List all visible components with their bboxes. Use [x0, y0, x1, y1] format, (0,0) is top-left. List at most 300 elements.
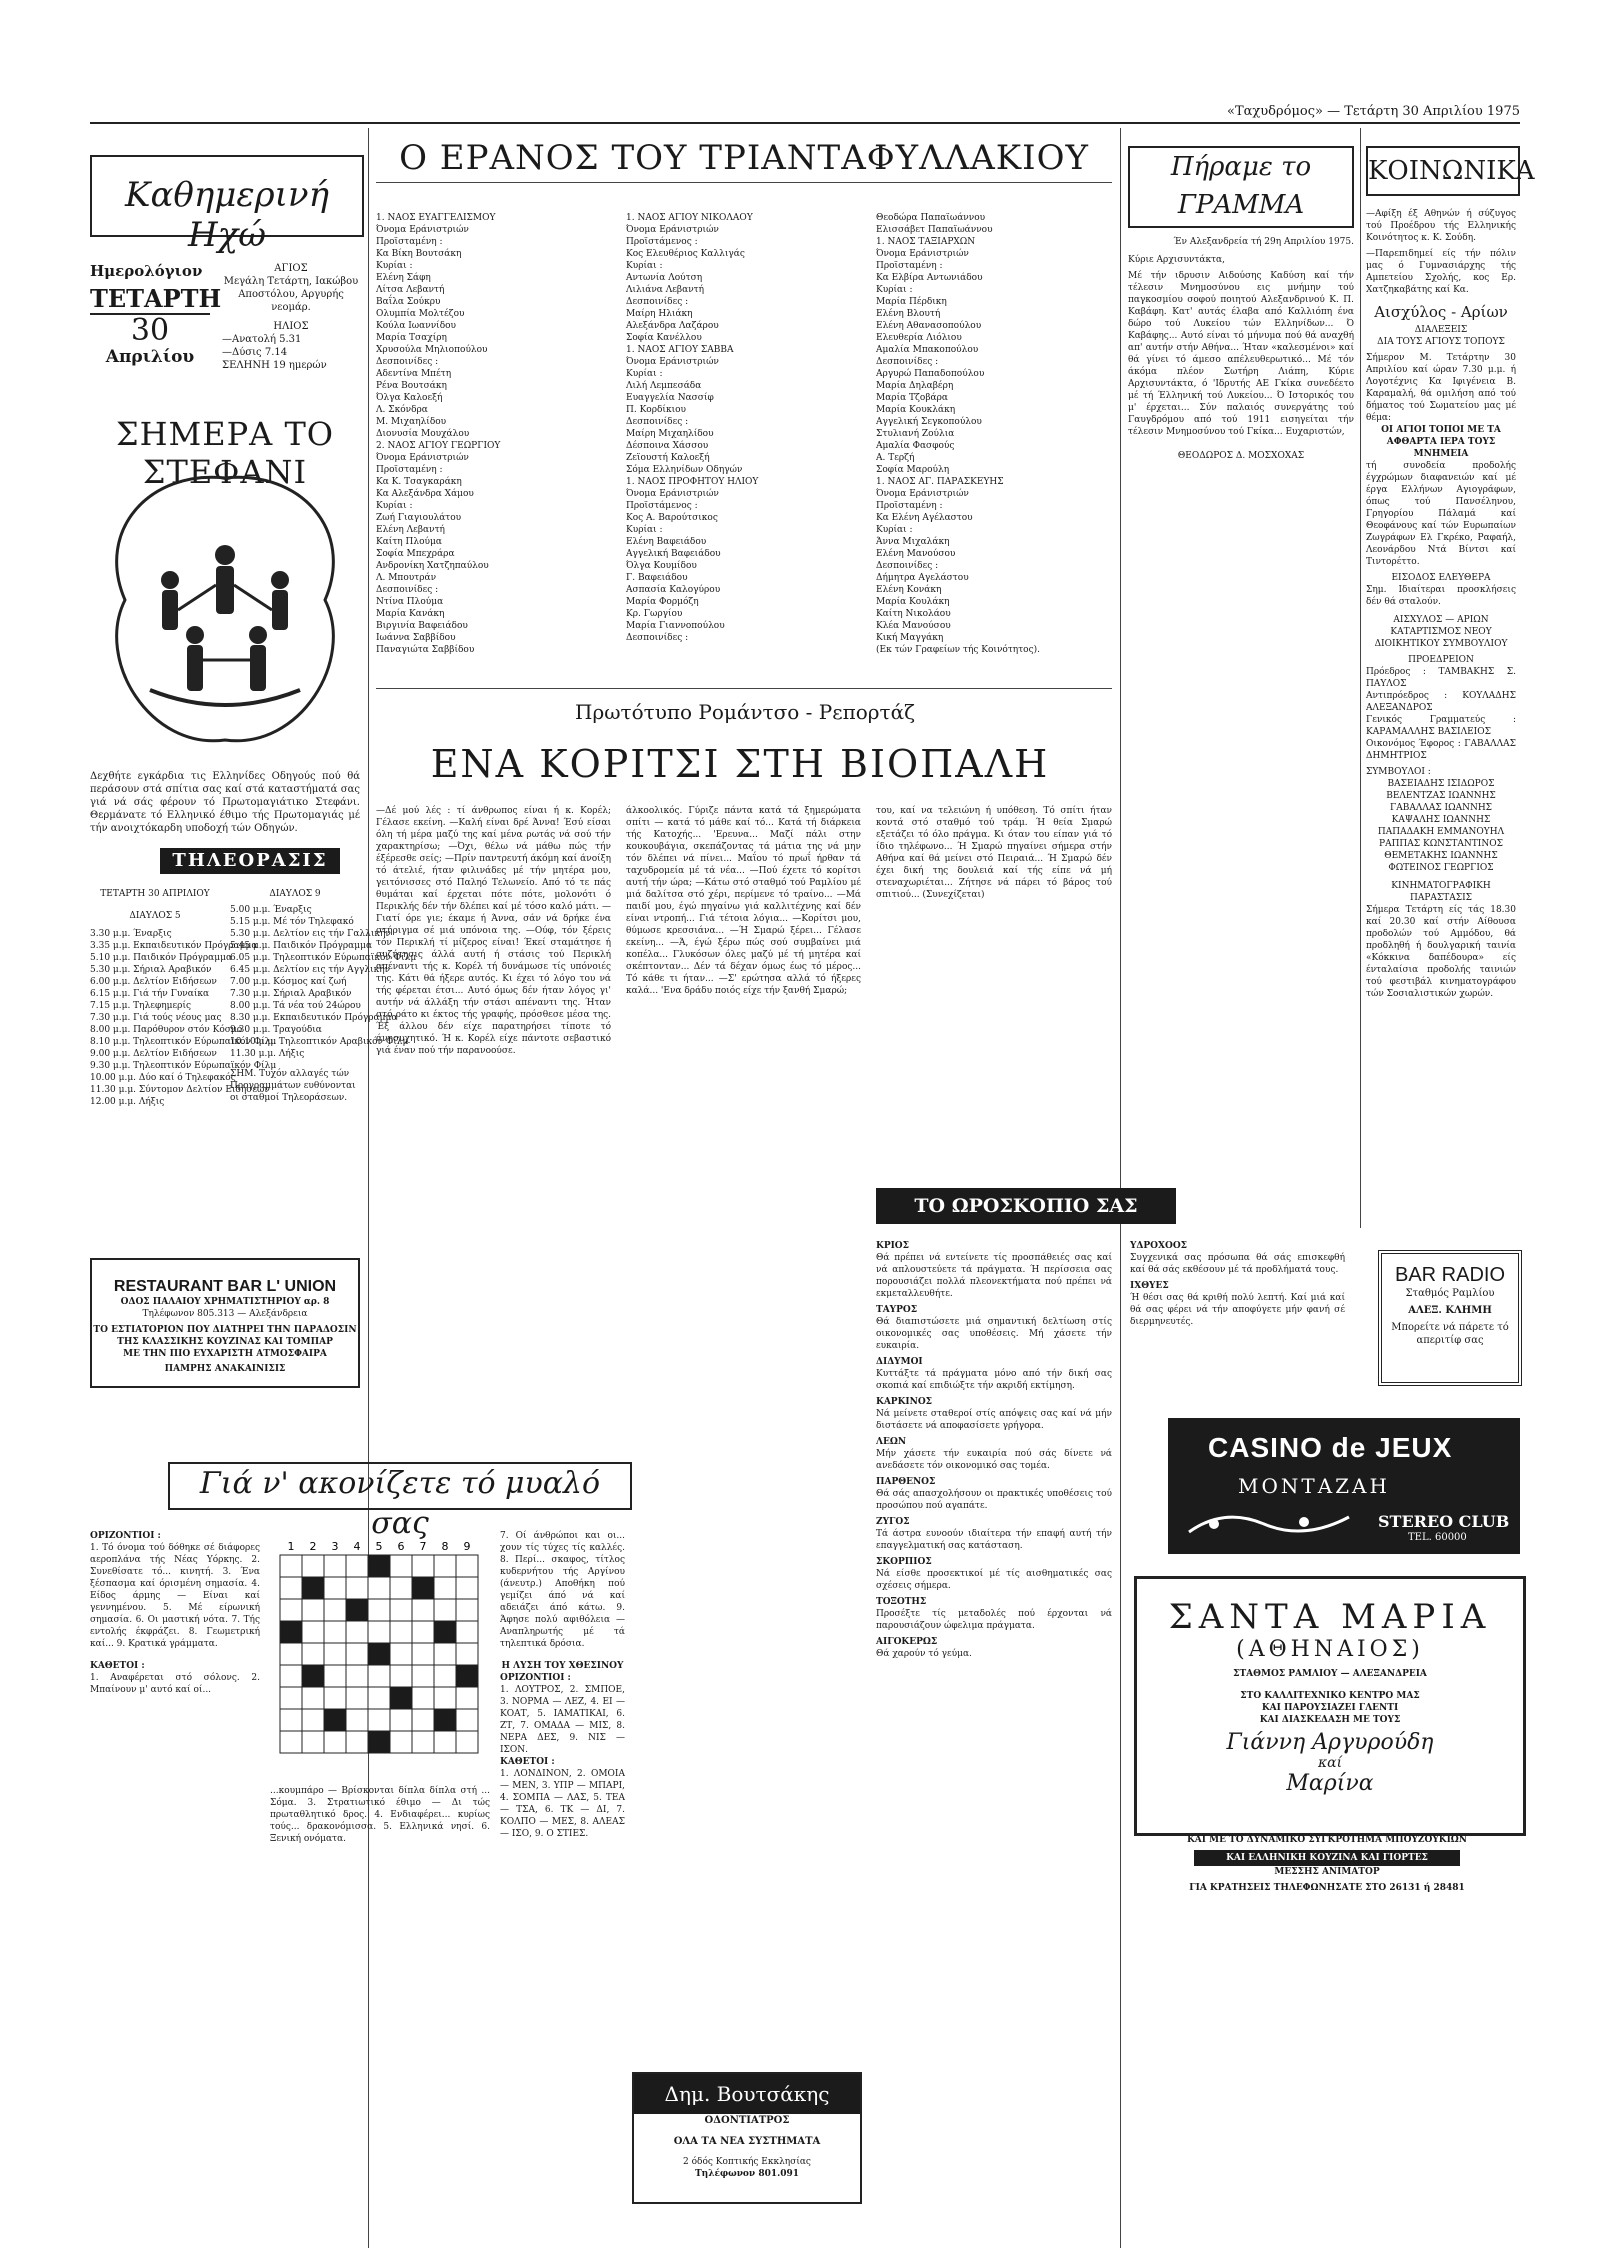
zodiac-text: Θά διαπιστώσετε μιά σημαντική δελτίωση στίς οικονομικές σας υποθέσεις. Μή χάσετε τήν ευκαιρία.: [876, 1317, 1112, 1351]
zodiac-text: Θά σάς απασχολήσουν οι πρακτικές υποθέσεις τού προσώπου πού αγαπάτε.: [876, 1489, 1112, 1511]
bar-radio-name: BAR RADIO: [1394, 1264, 1506, 1286]
eranos-entry: Δεσποινίδες :: [626, 297, 689, 307]
eranos-entry: Όνομα Εράνιστριών: [376, 225, 469, 235]
santa-maria-address: ΣΤΑΘΜΟΣ ΡΑΜΛΙΟΥ — ΑΛΕΞΑΝΔΡΕΙΑ: [1233, 1669, 1427, 1679]
month: Απριλίου: [105, 347, 195, 367]
tv-program-item: 7.30 μ.μ. Σήριαλ Αραβικόν: [230, 989, 352, 999]
eranos-entry: Αργυρώ Παπαδοπούλου: [876, 369, 985, 379]
crossword-cell: [390, 1687, 412, 1709]
eranos-entry: Θεοδώρα Παπαϊωάννου: [876, 213, 986, 223]
restaurant-line3: ΜΕ ΤΗΝ ΠΙΟ ΕΥΧΑΡΙΣΤΗ ΑΤΜΟΣΦΑΙΡΑ: [123, 1349, 327, 1359]
crossword-cell: [346, 1665, 368, 1687]
eranos-entry: Κα Βίκη Βουτσάκη: [376, 249, 462, 259]
crossword-cell: [412, 1577, 434, 1599]
eranos-entry: Μαρία Κουκλάκη: [876, 405, 956, 415]
eranos-entry: Λιλή Λεμπεσάδα: [626, 381, 702, 391]
eranos-entry: Σοφία Μαρούλη: [876, 465, 950, 475]
eranos-entry: Μαρία Πέρδικη: [876, 297, 947, 307]
zodiac-sign: ΣΚΟΡΠΙΟΣ: [876, 1557, 932, 1567]
eranos-entry: Προϊστάμενος :: [626, 237, 698, 247]
tv-program-item: 8.00 μ.μ. Τά νέα τού 24ώρου: [230, 1001, 361, 1011]
santa-maria-name: ΣΑΝΤΑ ΜΑΡΙΑ: [1168, 1597, 1492, 1637]
zodiac-sign: ΚΡΙΟΣ: [876, 1241, 910, 1251]
eranos-entry: Άννα Μιχαλάκη: [876, 537, 950, 547]
crossword-right: [500, 1530, 625, 2250]
solution-across-label: ΟΡΙΖΟΝΤΙΟΙ :: [500, 1673, 571, 1683]
masthead: [90, 104, 1520, 124]
eranos-entry: Κυρίαι :: [626, 525, 663, 535]
katartismos: ΚΑΤΑΡΤΙΣΜΟΣ ΝΕΟΥ ΔΙΟΙΚΗΤΙΚΟΥ ΣΥΜΒΟΥΛΙΟΥ: [1374, 627, 1508, 649]
horoscope-left: [876, 1236, 1112, 2246]
proedreion: ΠΡΟΕΔΡΕΙΟΝ: [1408, 655, 1474, 665]
romantso-column-3: του, καί να τελειώνη ή υπόθεση. Τό σπίτι ήταν κοντά στό σταθμό τού τράμ. Ή θεία Σμαρώ εξετάζει τό όλο πράγμα. Κι όταν του είπαν γιά τό ίδιο τηλέφωνο... Ή Σμαρώ πηγαίνει σήμερα στήν Αθήνα καί θά μείνει στό Πειραιά... Ή Σμαρώ δέν έχει δική της δουλειά καί τής είπε νά μή στεναχωριέται... Ζήτησε νά πάρει τό βάρος τού σπιτιού... (Συνεχίζεται): [876, 806, 1112, 900]
eranos-entry: Σοφία Κανέλλου: [626, 333, 702, 343]
symvouloi-label: ΣΥΜΒΟΥΛΟΙ :: [1366, 767, 1431, 777]
eranos-entry: (Εκ τών Γραφείων τής Κοινότητος).: [876, 645, 1041, 655]
board-officer: Γενικός Γραμματεύς : ΚΑΡΑΜΑΛΛΗΣ ΒΑΣΙΛΕΙΟΣ: [1366, 715, 1516, 737]
crossword-cell: [346, 1621, 368, 1643]
crossword-cell: [434, 1599, 456, 1621]
zodiac-sign: ΖΥΓΟΣ: [876, 1517, 910, 1527]
tv-heading: ΤΗΛΕΟΡΑΣΙΣ: [160, 848, 340, 874]
eranos-entry: Καίτη Νικολάου: [876, 609, 951, 619]
koinonika-p1: —Αφίξη έξ Αθηνών ή σύζυγος τού Προέδρου τής Ελληνικής Κοινότητος κ. Κ. Σούδη.: [1366, 209, 1516, 243]
sunrise: —Ανατολή 5.31: [222, 334, 302, 345]
horoscope-right: [1130, 1236, 1345, 1411]
sunset: —Δύσις 7.14: [222, 347, 288, 358]
dentist-phone: Τηλέφωνον 801.091: [694, 2169, 800, 2179]
zodiac-sign: ΛΕΩΝ: [876, 1437, 907, 1447]
eranos-entry: Π. Κορδίκιου: [626, 405, 686, 415]
eranos-entry: Μ. Μιχαηλίδου: [376, 417, 447, 427]
crossword-cell: [368, 1643, 390, 1665]
restaurant-line1: ΤΟ ΕΣΤΙΑΤΟΡΙΟΝ ΠΟΥ ΔΙΑΤΗΡΕΙ ΤΗΝ ΠΑΡΑΔΟΣΙΝ: [93, 1325, 357, 1335]
eranos-entry: Προϊσταμένη :: [376, 237, 443, 247]
grid-column-number: 1: [287, 1540, 295, 1553]
santa-maria-ad: [1134, 1576, 1526, 1836]
eranos-entry: Ολυμπία Μολτέζου: [376, 309, 465, 319]
crossword-cell: [368, 1555, 390, 1577]
casino-tel: TEL. 60000: [1408, 1532, 1467, 1543]
tv-channel5-label: ΔΙΑΥΛΟΣ 5: [129, 911, 181, 921]
zodiac-sign: ΙΧΘΥΕΣ: [1130, 1281, 1169, 1291]
eranos-entry: 1. ΝΑΟΣ ΠΡΟΦΗΤΟΥ ΗΛΙΟΥ: [626, 477, 759, 487]
eranos-entry: Ζεϊουστή Καλοεξή: [626, 453, 710, 463]
crossword-cell: [280, 1709, 302, 1731]
crossword-cell: [346, 1643, 368, 1665]
casino-place: ΜΟΝΤΑΖΑΗ: [1238, 1474, 1390, 1498]
crossword-cell: [456, 1731, 478, 1753]
eranos-entry: Μαρία Τζοβάρα: [876, 393, 948, 403]
zodiac-text: Θά πρέπει νά εντείνετε τίς προσπάθειές σας καί νά απλουστεύετε τά πράγματα. Ή περίσσεια σας πορουσιάζει πολλά πλεονεκτήματα πού πρέπει νά εκμεταλλευθήτε.: [876, 1253, 1112, 1299]
dentist-title: ΟΔΟΝΤΙΑΤΡΟΣ: [704, 2115, 790, 2126]
bar-radio-slogan: Μπορείτε νά πάρετε τό απεριτίφ σας: [1391, 1322, 1509, 1346]
zodiac-text: Προσέξτε τίς μεταδολές πού έρχονται νά παρουσιάζουν ώφελιμα πράγματα.: [876, 1609, 1112, 1631]
kathimerini-banner: [90, 155, 364, 255]
grid-column-number: 4: [353, 1540, 361, 1553]
calendar-block: [90, 262, 360, 372]
koinonika-p5: Σήμερα Τετάρτη είς τάς 18.30 καί 20.30 καί στήν Αίθουσα προδολών τού Αμμόδου, θά προδληθή ή δουλγαρική ταινία «Κόκκινα δαπέδουρα» είς ένταλαίσια προδολής ταινιών τού φεστιβάλ κινηματογράφου τών Σοσιαλιστικών χωρών.: [1366, 905, 1516, 999]
eranos-entry: Μαρία Τσαχίρη: [376, 333, 447, 343]
santa-maria-line3: ΚΑΙ ΔΙΑΣΚΕΔΑΣΗ ΜΕ ΤΟΥΣ: [1259, 1715, 1401, 1725]
kinimatografiki: ΚΙΝΗΜΑΤΟΓΡΑΦΙΚΗ ΠΑΡΑΣΤΑΣΙΣ: [1391, 881, 1491, 903]
eranos-entry: Όνομα Εράνιστριών: [876, 489, 969, 499]
eranos-entry: Κυρίαι :: [376, 501, 413, 511]
crossword-cell: [302, 1621, 324, 1643]
eranos-entry: Δεσποινίδες :: [626, 417, 689, 427]
restaurant-address: ΟΔΟΣ ΠΑΛΑΙΟΥ ΧΡΗΜΑΤΙΣΤΗΡΙΟΥ αρ. 8: [120, 1297, 330, 1307]
crossword-cell: [346, 1577, 368, 1599]
eranos-entry: Προϊσταμένη :: [876, 261, 943, 271]
day-number: 30: [130, 313, 170, 348]
eranos-entry: 1. ΝΑΟΣ ΑΓΙΟΥ ΝΙΚΟΛΑΟΥ: [626, 213, 753, 223]
grid-column-number: 3: [331, 1540, 339, 1553]
crossword-cell: [412, 1555, 434, 1577]
santa-maria-line4: ΚΑΙ ΜΕ ΤΟ ΔΥΝΑΜΙΚΟ ΣΥΓΚΡΟΤΗΜΑ ΜΠΟΥΖΟΥΚΙΩΝ: [1186, 1835, 1468, 1845]
crossword-cell: [412, 1687, 434, 1709]
moon: ΣΕΛΗΝΗ 19 ημερών: [222, 360, 327, 371]
crossword-cell: [324, 1555, 346, 1577]
crossword-cell: [434, 1555, 456, 1577]
zodiac-text: Τά άστρα ευνοούν ιδιαίτερα τήν επαφή αυτή τήν επαγγελματική σας κατάσταση.: [876, 1529, 1112, 1551]
board-member: ΒΑΣΕΙΑΔΗΣ ΙΣΙΔΩΡΟΣ: [1387, 779, 1495, 789]
romantso-column-1: —Δέ μού λές : τί άνθρωπος είναι ή κ. Κορέλ; Γέλασε εκείνη. —Καλή είναι δρέ Άννα! Έσύ είσαι όλη τή μέρα μαζύ της καί μένα ρωτάς νά σού τήν χαρακτηρίσω; —Όχι, θέλω νά μάθω πώς τήν έξέρεσθε σείς; —Πρίν παντρευτή άκόμη καί άνοίξη τό άτελιέ, ήταν φιλινάδες μέ τήν μητέρα μου, γειτόνισσες στό Παληό Τελωνείο. Από τό τε πάς θυμάται καί έρχεται πότε πότε, μολονότι ό Περικλής δέν τήν δλέπει καί μέ τόσο καλό μάτι. —Γιατί όρε γιε; έκαμε ή Άννα, σάν νά δρήκε ένα στήριγμα σέ μιά υπόνοια της. —Ούφ, τόν ξέρεις τόν Περικλή τί μίζερος είναι! Έκεί σταμάτησε ή συζήτησις άλλά αυτή ή στάσις τού Περικλή απέναντι τής κ. Κορέλ τή δυνάμωσε τίς υπόνοιές της. Κάτι θά ήξερε αυτός. Κι έχει τό λόγο του νά τής φέρεται έτσι... Αυτό όμως δέν ήταν λόγος γι' αυτήν νά άλλάξη τήν στάσι απέναντι της. Ήταν στό ράτο κι έκτος τής γραφής, πρόσθεσε μέσα της. Έξ άλλου δέν είχε παρατηρήσει τίποτε τό άνησυχητικό. Ή κ. Κορέλ είχε πάντοτε σεβαστικό γιά έναν πού τήν παρανοούσε.: [376, 806, 611, 1056]
board-member: ΦΩΤΕΙΝΟΣ ΓΕΩΡΓΙΟΣ: [1388, 863, 1494, 873]
crossword-cell: [456, 1621, 478, 1643]
programma-title: Πήραμε το ΓΡΑΜΜΑ: [1128, 146, 1354, 228]
crossword-mid-clues: ...κουμπάρο — Βρίσκονται δίπλα δίπλα στή ... Σόμα. 3. Στρατιωτικό έθιμο — Δι τώς πρωταθλητικό δρος. 4. Ενδιαφέρει... κυρίως τούς... δρακονόμισσα. 5. Ελληνικά νησί. 6. Ξενική ονόματα.: [270, 1786, 490, 1844]
eranos-entry: Ελένη Κονάκη: [876, 585, 942, 595]
santa-maria-line2: ΚΑΙ ΠΑΡΟΥΣΙΑΖΕΙ ΓΛΕΝΤΙ: [1261, 1703, 1399, 1713]
zodiac-text: Ή θέσι σας θά κριθή πολύ λεπτή. Καί μιά καί θά σας φέρει νά τήν αποφύγετε μήν φανή σέ διερμηνευτές.: [1130, 1293, 1345, 1327]
eranos-entry: Αγγελική Σεγκοπούλου: [876, 417, 982, 427]
bar-radio-ad: [1378, 1250, 1522, 1386]
crossword-cell: [302, 1731, 324, 1753]
tv-channel9-list: [230, 904, 417, 1060]
across-clues: 1. Τό όνομα τού δόθηκε σέ διάφορες αεροπλάνα τής Νέας Υόρκης. 2. Συνεθίσατε τό... κινητή. 3. Ένα ξέσπασμα καί όρισμένη σημασία. 4. Είδος άρμης — Είναι καί γεννημένου. 5. Μέ είρωνική σημασία. 6. Οι μαστική νότα. 7. Τής εντολής έκφράζει. 8. Γεωμετρική καί... 9. Κρατικά γράμματα.: [90, 1543, 260, 1649]
eranos-entry: Κυρίαι :: [376, 261, 413, 271]
tv-program-item: 5.10 μ.μ. Παιδικόν Πρόγραμμα: [90, 953, 233, 963]
sun-label: ΗΛΙΟΣ: [273, 321, 309, 332]
santa-maria-footer: [1134, 1834, 1520, 1904]
dentist-address: 2 όδός Κοπτικής Εκκλησίας: [683, 2157, 811, 2167]
eranos-entry: Ελευθερία Λιόλιου: [876, 333, 962, 343]
eranos-entry: Ελένη Μανούσου: [876, 549, 956, 559]
crossword-cell: [456, 1643, 478, 1665]
letter-greeting: Κύριε Αρχισυντάκτα,: [1128, 255, 1225, 265]
symvouloi-list: [1366, 778, 1516, 874]
crossword-cell: [390, 1731, 412, 1753]
eranos-list-3: [876, 212, 1112, 656]
eranos-entry: Ιωάννα Σαββίδου: [376, 633, 456, 643]
saints: Μεγάλη Τετάρτη, Ιακώβου Αποστόλου, Αργυρής νεομάρ.: [223, 276, 359, 313]
down-clues: 1. Αναφέρεται στό σόλονς. 2. Μπαίνουν μ' αυτό καί οί...: [90, 1673, 260, 1695]
crossword-cell: [434, 1709, 456, 1731]
masthead-text: «Ταχυδρόμος» — Τετάρτη 30 Απριλίου 1975: [1226, 104, 1520, 119]
dentist-name: Δημ. Βουτσάκης: [634, 2074, 860, 2114]
board-officer: Πρόεδρος : ΤΑΜΒΑΚΗΣ Σ. ΠΑΥΛΟΣ: [1366, 667, 1516, 689]
eranos-entry: Κυρίαι :: [876, 525, 913, 535]
santa-maria-line1: ΣΤΟ ΚΑΛΛΙΤΕΧΝΙΚΟ ΚΕΝΤΡΟ ΜΑΣ: [1240, 1691, 1420, 1701]
eranos-entry: Ανδρονίκη Χατζηπαύλου: [376, 561, 489, 571]
tv-program-item: 10.00 μ.μ. Δύο καί ό Τηλεφακός: [90, 1073, 236, 1083]
crossword-cell: [456, 1709, 478, 1731]
eranos-entry: Σοφία Μπεχράρα: [376, 549, 455, 559]
crossword-cell: [324, 1709, 346, 1731]
eranos-entry: 2. ΝΑΟΣ ΑΓΙΟΥ ΓΕΩΡΓΙΟΥ: [376, 441, 501, 451]
eranos-entry: Κος Α. Βαρούτσικος: [626, 513, 718, 523]
crossword-cell: [456, 1665, 478, 1687]
koinonika-title: ΚΟΙΝΩΝΙΚΑ: [1366, 146, 1520, 196]
tv-program-item: 11.30 μ.μ. Σύντομον Δελτίον Ειδήσεων: [90, 1085, 270, 1095]
eranos-entry: Κυρίαι :: [626, 369, 663, 379]
tv-program-item: 7.15 μ.μ. Τηλεφημερίς: [90, 1001, 192, 1011]
crossword-cell: [280, 1687, 302, 1709]
tv-program-item: 8.00 μ.μ. Παρόθυρον στόν Κόσμο: [90, 1025, 243, 1035]
solution-down-label: ΚΑΘΕΤΟΙ :: [500, 1757, 555, 1767]
eranos-entry: Λίτσα Λεβαντή: [376, 285, 445, 295]
zodiac-text: Κυττάξτε τά πράγματα μόνο από τήν δική σας σκοπιά καί επιδιώξτε τήν ακριδή εκτίμηση.: [876, 1369, 1112, 1391]
crossword-cell: [456, 1687, 478, 1709]
eranos-entry: Κρ. Γωργίου: [626, 609, 683, 619]
eranos-entry: Ελένη Λεβαντή: [376, 525, 445, 535]
eranos-entry: Ζωή Γιαγιουλάτου: [376, 513, 462, 523]
eranos-entry: Προϊσταμένη :: [376, 465, 443, 475]
crossword-cell: [456, 1599, 478, 1621]
tv-program-item: 3.35 μ.μ. Εκπαιδευτικόν Πρόγραμμα: [90, 941, 258, 951]
tv-program-item: 12.00 μ.μ. Λήξις: [90, 1097, 165, 1107]
kathimerini-title: Καθημερινή Ηχώ: [125, 175, 329, 255]
eranos-entry: 1. ΝΑΟΣ ΑΓΙΟΥ ΣΑΒΒΑ: [626, 345, 734, 355]
tv-date: ΤΕΤΑΡΤΗ 30 ΑΠΡΙΛΙΟΥ: [100, 889, 210, 899]
crossword-cell: [456, 1577, 478, 1599]
santa-maria-line7: ΓΙΑ ΚΡΑΤΗΣΕΙΣ ΤΗΛΕΦΩΝΗΣΑΤΕ ΣΤΟ 26131 ή 28481: [1189, 1883, 1465, 1893]
romantso-kicker: Πρωτότυπο Ρομάντσο - Ρεπορτάζ: [575, 700, 915, 724]
weekday: ΤΕΤΑΡΤΗ: [90, 284, 222, 313]
tv-program-item: 3.30 μ.μ. Έναρξις: [90, 929, 172, 939]
eranos-entry: Όνομα Εράνιστριών: [626, 357, 719, 367]
crossword-cell: [302, 1665, 324, 1687]
crossword-cell: [412, 1731, 434, 1753]
crossword-cell: [434, 1643, 456, 1665]
eranos-list-1: [376, 212, 616, 656]
crossword-cell: [280, 1643, 302, 1665]
crossword-cell: [302, 1643, 324, 1665]
santa-maria-artist2: Μαρίνα: [1286, 1771, 1374, 1796]
eranos-entry: Ελένη Βλουτή: [876, 309, 941, 319]
agioi-topoi: ΟΙ ΑΓΙΟΙ ΤΟΠΟΙ ΜΕ ΤΑ ΑΦΘΑΡΤΑ ΙΕΡΑ ΤΟΥΣ ΜΝΗΜΕΙΑ: [1381, 425, 1501, 459]
eranos-entry: Δεσποινίδες :: [876, 357, 939, 367]
calendar-label: Ημερολόγιον: [90, 262, 203, 280]
eranos-entry: Δεσποινίδες :: [626, 633, 689, 643]
restaurant-ad: [90, 1258, 360, 1388]
eranos-entry: Ευαγγελία Νασσίφ: [626, 393, 714, 403]
eranos-entry: Δήμητρα Αγελάστου: [876, 573, 969, 583]
grid-column-number: 6: [397, 1540, 405, 1553]
crossword-cell: [280, 1555, 302, 1577]
crossword-cell: [324, 1687, 346, 1709]
tv-program-item: 5.45 μ.μ. Παιδικόν Πρόγραμμα: [230, 941, 373, 951]
eranos-entry: Ελένη Σάφη: [376, 273, 431, 283]
stefani-caption: Δεχθήτε εγκάρδια τις Ελληνίδες Οδηγούς πού θά περάσουν στά σπίτια σας καί στά καταστήματά σας γιά νά σάς φέρουν τό Πρωτομαγιάτικο Στεφάνι. Θερμάνατε τό Ελληνικό έθιμο τής Πρωτομαγιάς μέ τήν ανοιχτόκαρδη υποδοχή τών Οδηγών.: [90, 771, 360, 834]
letter-dateline: Έν Αλεξανδρεία τή 29η Απριλίου 1975.: [1173, 237, 1354, 247]
eranos-entry: Ασπασία Καλογύρου: [626, 585, 721, 595]
crossword-cell: [346, 1687, 368, 1709]
down-label: ΚΑΘΕΤΟΙ :: [90, 1661, 145, 1671]
eranos-column-1: [376, 212, 616, 670]
tv-program-item: 5.15 μ.μ. Μέ τόν Τηλεφακό: [230, 917, 354, 927]
aisxylos-heading: Αισχύλος - Αρίων: [1374, 303, 1508, 321]
casino-name: CASINO de JEUX: [1208, 1432, 1453, 1463]
crossword-cell: [302, 1577, 324, 1599]
koinonika-p2: —Παρεπιδημεί είς τήν πόλιν μας ό Γυμνασιάρχης τής Αμπετείου Σχολής, κος Ερ. Χατζηκαβάτης καί Κα.: [1366, 249, 1516, 295]
crossword-cell: [390, 1709, 412, 1731]
crossword-cell: [302, 1599, 324, 1621]
eranos-entry: 1. ΝΑΟΣ ΕΥΑΓΓΕΛΙΣΜΟΥ: [376, 213, 496, 223]
stefani-headline: ΣΗΜΕΡΑ ΤΟ ΣΤΕΦΑΝΙ: [115, 415, 335, 491]
eranos-entry: Κα Ελένη Αγέλαστου: [876, 513, 973, 523]
eranos-column-2: [626, 212, 866, 670]
eranos-entry: Ελένη Αθανασοπούλου: [876, 321, 982, 331]
crossword-cell: [324, 1665, 346, 1687]
board-member: ΓΑΒΑΛΛΑΣ ΙΩΑΝΝΗΣ: [1389, 803, 1493, 813]
eranos-entry: Χρυσούλα Μηλιοπούλου: [376, 345, 488, 355]
crossword-cell: [280, 1621, 302, 1643]
crossword-cell: [412, 1665, 434, 1687]
crossword-cell: [434, 1577, 456, 1599]
tv-program-item: 5.30 μ.μ. Δελτίον εις τήν Γαλλικήν: [230, 929, 391, 939]
eranos-entry: Αλεξάνδρα Λαζάρου: [626, 321, 719, 331]
crossword-cell: [434, 1665, 456, 1687]
dialexeis: ΔΙΑΛΕΞΕΙΣ: [1414, 325, 1468, 335]
eranos-entry: Κα Ελβίρα Αντωνιάδου: [876, 273, 983, 283]
koinonika-p3: Σήμερον Μ. Τετάρτην 30 Απριλίου καί ώραν 7.30 μ.μ. ή Λογοτέχνις Κα Ιφιγένεια Β. Καραμαλή, θά ομιλήση από τού δήματος τού Σωματείου μας μέ θέμα:: [1366, 353, 1516, 423]
zodiac-text: Συγχενικά σας πρόσωπα θά σάς επισκεφθή καί θά σάς εκθέσουν μέ τά προδλήματά τους.: [1130, 1253, 1345, 1275]
eranos-entry: 1. ΝΑΟΣ ΤΑΞΙΑΡΧΩΝ: [876, 237, 976, 247]
eranos-entry: Βιργινία Βαφειάδου: [376, 621, 468, 631]
eranos-entry: Κα Αλεξάνδρα Χάμου: [376, 489, 474, 499]
saints-label: ΑΓΙΟΣ: [274, 263, 308, 274]
syllogos: ΑΙΣΧΥΛΟΣ — ΑΡΙΩΝ: [1393, 615, 1489, 625]
eranos-entry: Λιλιάνα Λεβαντή: [626, 285, 705, 295]
crossword-cell: [390, 1555, 412, 1577]
section-rule: [376, 688, 1112, 689]
eranos-entry: Αδεντίνα Μπέτη: [376, 369, 452, 379]
eranos-entry: Κλέα Μανούσου: [876, 621, 951, 631]
eranos-entry: Μαρία Κανάκη: [376, 609, 445, 619]
zodiac-sign: ΥΔΡΟΧΟΟΣ: [1130, 1241, 1188, 1251]
eranos-entry: Μαρία Γιαννοπούλου: [626, 621, 725, 631]
zodiac-text: Μήν χάσετε τήν ευκαιρία πού σάς δίνετε νά ανεδάσετε τόν οικονομικό σας τομέα.: [876, 1449, 1112, 1471]
crossword-cell: [324, 1621, 346, 1643]
tv-note: ΣΗΜ. Τυχόν αλλαγές τών Προγραμμάτων ευθύνονται οι σταθμοί Τηλεοράσεων.: [230, 1069, 356, 1103]
santa-maria-line6: ΜΕΣΣΗΣ ΑΝΙΜΑΤΟΡ: [1274, 1867, 1380, 1877]
zodiac-sign: ΤΟΞΟΤΗΣ: [876, 1597, 927, 1607]
crossword-cell: [346, 1709, 368, 1731]
crossword-cell: [324, 1731, 346, 1753]
eranos-entry: Ελένη Βαφειάδου: [626, 537, 707, 547]
crossword-cell: [302, 1555, 324, 1577]
santa-maria-sub: (ΑΘΗΝΑΙΟΣ): [1236, 1637, 1424, 1662]
bar-radio-owner: ΑΛΕΞ. ΚΛΗΜΗ: [1408, 1305, 1492, 1316]
crossword-cell: [390, 1577, 412, 1599]
horoscope-title: ΤΟ ΩΡΟΣΚΟΠΙΟ ΣΑΣ: [876, 1188, 1176, 1224]
eranos-entry: Όνομα Εράνιστριών: [376, 453, 469, 463]
casino-decoration: [1184, 1502, 1354, 1542]
zodiac-sign: ΚΑΡΚΙΝΟΣ: [876, 1397, 933, 1407]
eranos-column-3: [876, 212, 1112, 682]
zodiac-sign: ΔΙΔΥΜΟΙ: [876, 1357, 923, 1367]
crossword-cell: [456, 1555, 478, 1577]
casino-ad: [1168, 1418, 1520, 1554]
tv-program-item: 6.45 μ.μ. Δελτίον εις τήν Αγγλικήν: [230, 965, 391, 975]
letter-body: Μέ τήν ιδρυσιν Αιδούσης Καδύση καί τήν τέλεσιν Μνημοσύνου εις μνήμην τού παγκοσμίου σοφού ποιητού Αλεξανδρινού Κ. Π. Καβάφη. Κατ' αυτάς έλαβα από Καλλιόπη ένα δώρο τού Λυκείου τών Ελληνίδων... Ό Καβάφης... Αυτό είναι τό μήνυμα πού θά αναχθή απ' αυτήν στήν Αθήνα... Ήταν «καλεσμένοι» καί θά γίνει τό άμεσο απέλευθερωτικό... Μέ τόν άκόμα πλέον Σωτήρη Λιάπη, Κύριε Αρχισυντάκτα, ό 'Ιδρυτής ΑΕ Γκίκα συνεδέετο μέ τή Έλληνική τού Λυκείου... Ό Ιστορικός του μ' έρχεται... Σύν παλαιός συνεργάτης τού Γαυγδρόμου από τού 1911 εισηγείται τήν τέλεσιν Μνημοσύνου τού Γκίκα... Ευχαριστών,: [1128, 271, 1354, 437]
across-label: ΟΡΙΖΟΝΤΙΟΙ :: [90, 1531, 161, 1541]
grid-column-number: 8: [441, 1540, 449, 1553]
romantso-headline: ΕΝΑ ΚΟΡΙΤΣΙ ΣΤΗ ΒΙΟΠΑΛΗ: [430, 742, 1050, 786]
tv-program-item: 5.30 μ.μ. Σήριαλ Αραβικόν: [90, 965, 212, 975]
tv-program-item: 6.15 μ.μ. Γιά τήν Γυναίκα: [90, 989, 210, 999]
programma-letter: [1128, 236, 1354, 1136]
eranos-entry: Προϊστάμενος :: [626, 501, 698, 511]
horoscope-left-list: [876, 1240, 1112, 1660]
zodiac-text: Θά χαρούν τό γεύμα.: [876, 1649, 972, 1659]
tv-program-item: 7.00 μ.μ. Κόσμος καί ζωή: [230, 977, 347, 987]
eranos-entry: Αμαλία Μπακοπούλου: [876, 345, 979, 355]
eranos-entry: Μαίρη Ηλιάκη: [626, 309, 693, 319]
crossword-cell: [346, 1599, 368, 1621]
zodiac-text: Νά είσθε προσεκτικοί μέ τίς αισθηματικές σας σχέσεις σήμερα.: [876, 1569, 1112, 1591]
crossword-cell: [280, 1665, 302, 1687]
crossword-cell: [412, 1709, 434, 1731]
eisodos: ΕΙΣΟΔΟΣ ΕΛΕΥΘΕΡΑ: [1391, 573, 1491, 583]
crossword-cell: [324, 1577, 346, 1599]
tv-program-item: 6.05 μ.μ. Τηλεοπτικόν Εύρωπαϊκόν Φίλμ: [230, 953, 417, 963]
crossword-cell: [302, 1709, 324, 1731]
dentist-ad: [632, 2072, 862, 2204]
eranos-entry: Στυλιανή Ζούλια: [876, 429, 955, 439]
eranos-entry: Ντίνα Πλούμα: [376, 597, 444, 607]
letter-signature: ΘΕΟΔΩΡΟΣ Δ. ΜΟΣΧΟΧΑΣ: [1177, 451, 1305, 461]
eranos-entry: Κυρίαι :: [876, 285, 913, 295]
restaurant-phone: Τηλέφωνον 805.313 — Αλεξάνδρεια: [142, 1309, 308, 1319]
crossword-title: Γιά ν' ακονίζετε τό μυαλό σας: [168, 1462, 632, 1510]
eranos-entry: Γ. Βαφειάδου: [626, 573, 688, 583]
horoscope-right-list: [1130, 1240, 1345, 1328]
zodiac-sign: ΑΙΓΟΚΕΡΩΣ: [876, 1637, 938, 1647]
eranos-entry: Μαρία Φορμόζη: [626, 597, 699, 607]
eranos-entry: Όλγα Καλοεξή: [376, 393, 443, 403]
tv-program-item: 9.30 μ.μ. Τηλεοπτικόν Εύρωπαϊκόν Φίλμ: [90, 1061, 277, 1071]
crossword-cell: [280, 1577, 302, 1599]
eranos-entry: Παναγιώτα Σαββίδου: [376, 645, 475, 655]
restaurant-line2: ΤΗΣ ΚΛΑΣΣΙΚΗΣ ΚΟΥΖΙΝΑΣ ΚΑΙ ΤΟΜΠΑΡ: [117, 1337, 333, 1347]
tv-program-item: 9.30 μ.μ. Τραγούδια: [230, 1025, 322, 1035]
grid-column-number: 2: [309, 1540, 317, 1553]
eranos-entry: Όνομα Εράνιστριών: [626, 489, 719, 499]
eranos-entry: Καίτη Πλούμα: [376, 537, 442, 547]
eranos-entry: Αντωνία Λούτση: [626, 273, 703, 283]
crossword-cell: [280, 1731, 302, 1753]
solution-label: Η ΛΥΣΗ ΤΟΥ ΧΘΕΣΙΝΟΥ: [501, 1661, 624, 1671]
eranos-entry: Αμαλία Φασφούς: [876, 441, 955, 451]
zodiac-sign: ΤΑΥΡΟΣ: [876, 1305, 918, 1315]
tv-program-item: 8.10 μ.μ. Τηλεοπτικόν Εύρωπαϊκόν Φίλμ: [90, 1037, 277, 1047]
board-list: [1366, 666, 1516, 762]
eranos-entry: Διονυσία Μουχάλου: [376, 429, 470, 439]
crossword-cell: [368, 1731, 390, 1753]
crossword-cell: [412, 1599, 434, 1621]
